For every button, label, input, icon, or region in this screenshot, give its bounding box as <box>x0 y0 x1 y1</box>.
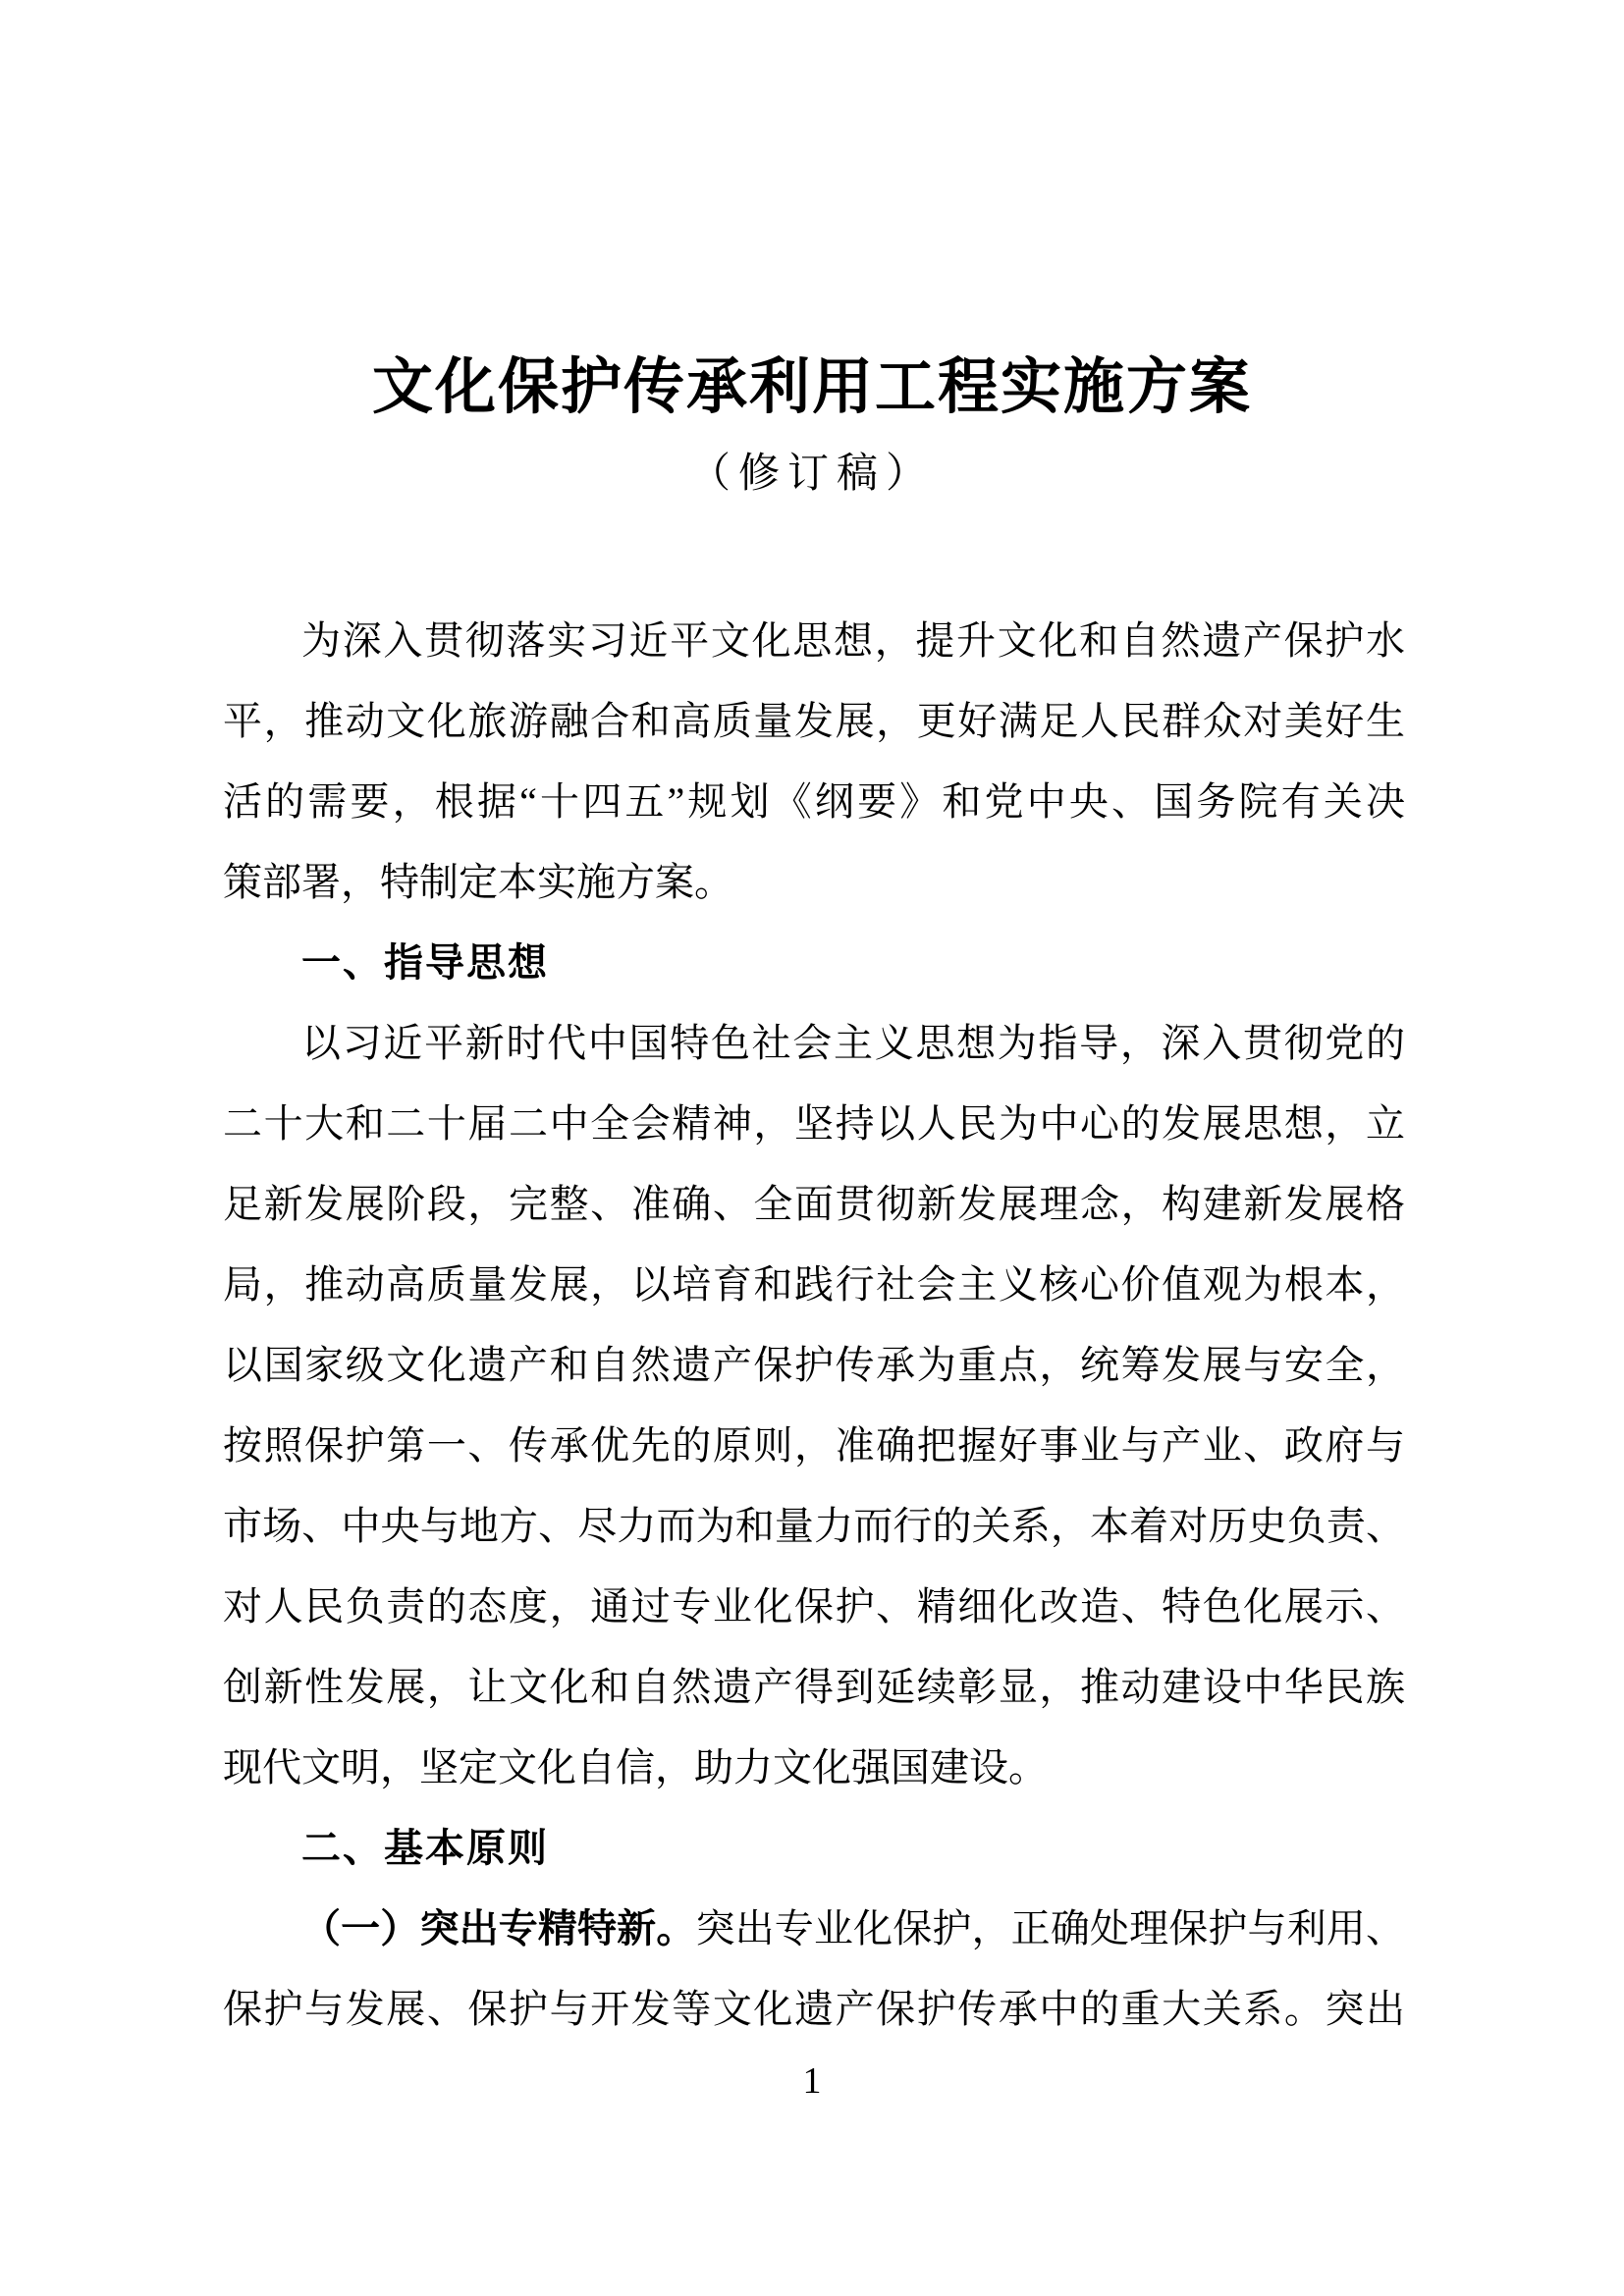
text-run: 以国家级文化遗产和自然遗产保护传承为重点，统筹发展与安全， <box>223 1343 1405 1387</box>
paragraph-line <box>223 762 1405 842</box>
text-run: 为深入贯彻落实习近平文化思想，提升文化和自然遗产保护水 <box>301 618 1405 663</box>
paragraph-line <box>223 1406 1405 1486</box>
text-run: 平，推动文化旅游融合和高质量发展，更好满足人民群众对美好生 <box>223 699 1405 743</box>
paragraph-line <box>223 1969 1405 2050</box>
text-run: 市场、中央与地方、尽力而为和量力而行的关系，本着对历史负责、 <box>223 1504 1405 1548</box>
paragraph-line <box>223 842 1405 923</box>
paragraph-line <box>223 1728 1405 1808</box>
section-heading: 一、指导思想 <box>301 941 549 985</box>
document-subtitle: （修订稿） <box>688 452 935 497</box>
document-title: 文化保护传承利用工程实施方案 <box>371 354 1252 421</box>
text-run: 二十大和二十届二中全会精神，坚持以人民为中心的发展思想，立 <box>223 1101 1405 1146</box>
text-run: 策部署，特制定本实施方案。 <box>223 860 733 904</box>
paragraph-line <box>223 1889 1405 1969</box>
text-run: 对人民负责的态度，通过专业化保护、精细化改造、特色化展示、 <box>223 1584 1405 1629</box>
paragraph-line <box>223 1164 1405 1245</box>
paragraph-line <box>223 1003 1405 1084</box>
paragraph-line <box>223 1084 1405 1164</box>
text-run: 保护与发展、保护与开发等文化遗产保护传承中的重大关系。突出 <box>223 1987 1405 2031</box>
paragraph-line <box>223 1486 1405 1567</box>
page-number: 1 <box>802 2060 822 2102</box>
paragraph-line <box>223 681 1405 762</box>
paragraph-line <box>223 1245 1405 1325</box>
paragraph-line <box>223 1567 1405 1647</box>
text-run: 活的需要，根据“十四五”规划《纲要》和党中央、国务院有关决 <box>223 779 1405 824</box>
text-run: 创新性发展，让文化和自然遗产得到延续彰显，推动建设中华民族 <box>223 1665 1405 1709</box>
paragraph-line <box>223 601 1405 681</box>
text-run: 局，推动高质量发展，以培育和践行社会主义核心价值观为根本， <box>223 1262 1405 1307</box>
paragraph-line <box>223 1325 1405 1406</box>
section-heading: 二、基本原则 <box>301 1827 549 1870</box>
text-run: 突出专业化保护，正确处理保护与利用、 <box>695 1906 1406 1950</box>
text-run: 现代文明，坚定文化自信，助力文化强国建设。 <box>223 1745 1048 1789</box>
text-run: 按照保护第一、传承优先的原则，准确把握好事业与产业、政府与 <box>223 1423 1405 1468</box>
paragraph-line <box>223 1647 1405 1728</box>
document-body <box>223 601 1405 2050</box>
text-run: 足新发展阶段，完整、准确、全面贯彻新发展理念，构建新发展格 <box>223 1182 1405 1226</box>
bold-text-run: （一）突出专精特新。 <box>301 1906 696 1950</box>
text-run: 以习近平新时代中国特色社会主义思想为指导，深入贯彻党的 <box>301 1021 1405 1065</box>
